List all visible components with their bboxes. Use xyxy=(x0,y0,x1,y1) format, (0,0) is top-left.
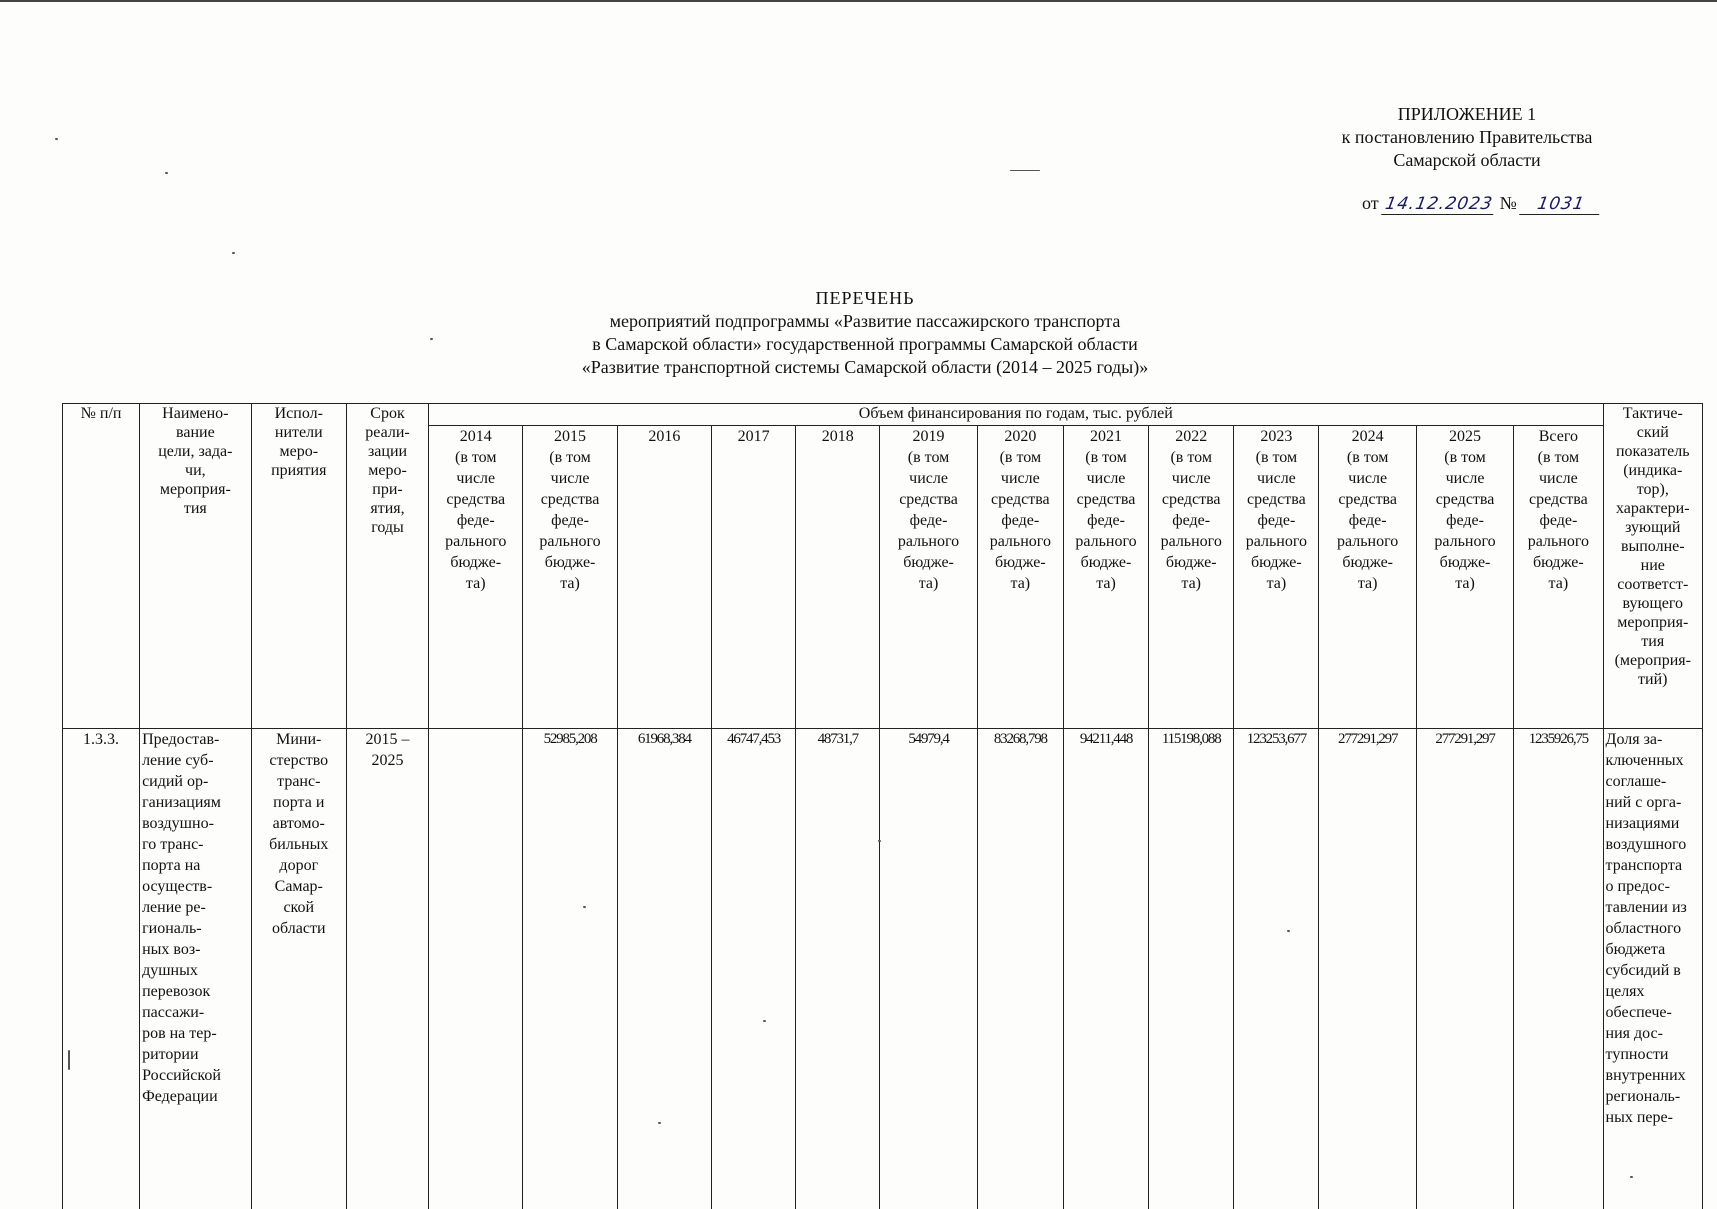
date-prefix: от xyxy=(1362,193,1379,213)
value-2025: 277291,297 xyxy=(1416,729,1513,1209)
year-label: 2017 xyxy=(738,428,770,445)
value-2017: 46747,453 xyxy=(712,729,796,1209)
header-name: Наимено- вание цели, зада- чи, мероприя- тия xyxy=(140,404,252,729)
scan-speck xyxy=(1010,170,1040,171)
number-sign: № xyxy=(1500,193,1517,213)
header-num: № п/п xyxy=(63,404,140,729)
header-year-2016 xyxy=(617,426,711,729)
scan-speck xyxy=(878,840,881,842)
year-label: 2025 xyxy=(1449,428,1481,445)
year-note: (в том числе средства феде- рального бюдже- та) xyxy=(1075,449,1136,592)
header-year-2022 xyxy=(1149,426,1234,729)
value-2016: 61968,384 xyxy=(617,729,711,1209)
year-note: (в том числе средства феде- рального бюдже- та) xyxy=(898,449,959,592)
header-year-2021 xyxy=(1063,426,1148,729)
header-year-2018 xyxy=(796,426,880,729)
appendix-line-2: к постановлению Правительства xyxy=(1302,126,1632,149)
year-label: 2022 xyxy=(1175,428,1207,445)
decree-reference xyxy=(1362,193,1601,215)
document-title xyxy=(450,287,1280,379)
appendix-stamp xyxy=(1302,103,1632,172)
year-label: 2015 xyxy=(554,428,586,445)
scan-speck xyxy=(68,1050,70,1070)
year-note: (в том числе средства феде- рального бюдже- та) xyxy=(539,449,600,592)
value-2020: 83268,798 xyxy=(977,729,1063,1209)
year-note: (в том числе средства феде- рального бюдже- та) xyxy=(1528,449,1589,592)
handwritten-number: 1031 xyxy=(1519,194,1603,215)
table-row xyxy=(63,729,1703,1209)
header-executors: Испол- нители меро- приятия xyxy=(251,404,346,729)
scan-speck xyxy=(1287,930,1290,932)
header-indicator: Тактиче- ский показатель (индика- тор), характери- зующий выполне- ние соответст- вующего мероприя- тия (мероприя- тий) xyxy=(1603,404,1702,729)
scan-speck xyxy=(763,1020,766,1022)
scan-top-border xyxy=(0,0,1717,2)
year-note: (в том числе средства феде- рального бюдже- та) xyxy=(1434,449,1495,592)
scan-speck xyxy=(232,252,235,254)
year-note: (в том числе средства феде- рального бюдже- та) xyxy=(1161,449,1222,592)
year-label: 2019 xyxy=(913,428,945,445)
year-label: 2014 xyxy=(460,428,492,445)
year-label: 2024 xyxy=(1352,428,1384,445)
year-label: 2016 xyxy=(648,428,680,445)
scan-speck xyxy=(55,138,58,140)
scan-speck xyxy=(165,172,168,174)
year-note: (в том числе средства феде- рального бюдже- та) xyxy=(1246,449,1307,592)
measures-table xyxy=(62,403,1703,1209)
title-line-1: ПЕРЕЧЕНЬ xyxy=(450,287,1280,310)
title-line-3: в Самарской области» государственной программы Самарской области xyxy=(450,333,1280,356)
year-note: (в том числе средства феде- рального бюдже- та) xyxy=(445,449,506,592)
year-label: 2023 xyxy=(1260,428,1292,445)
handwritten-date: 14.12.2023 xyxy=(1381,194,1497,215)
header-year-2023 xyxy=(1234,426,1319,729)
year-label: 2021 xyxy=(1090,428,1122,445)
value-total: 1235926,75 xyxy=(1514,729,1603,1209)
header-funding: Объем финансирования по годам, тыс. рублей xyxy=(429,404,1603,426)
year-note: (в том числе средства феде- рального бюдже- та) xyxy=(1337,449,1398,592)
header-year-2020 xyxy=(977,426,1063,729)
header-year-2019 xyxy=(880,426,977,729)
header-year-2015 xyxy=(523,426,617,729)
value-2015: 52985,208 xyxy=(523,729,617,1209)
header-year-2024 xyxy=(1319,426,1416,729)
row-executor: Мини- стерство транс- порта и автомо- бильных дорог Самар- ской области xyxy=(251,729,346,1209)
title-line-4: «Развитие транспортной системы Самарской области (2014 – 2025 годы)» xyxy=(450,356,1280,379)
year-note: (в том числе средства феде- рального бюдже- та) xyxy=(990,449,1051,592)
scan-speck xyxy=(1630,1176,1633,1178)
appendix-line-1: ПРИЛОЖЕНИЕ 1 xyxy=(1302,103,1632,126)
row-name: Предостав- ление суб- сидий ор- ганизациям воздушно- го транс- порта на осуществ- ление ре- гиональ- ных воз- душных перевозок пассажи- ров на тер- ритории Российской Федерации xyxy=(140,729,252,1209)
year-label: 2018 xyxy=(822,428,854,445)
value-2024: 277291,297 xyxy=(1319,729,1416,1209)
header-total xyxy=(1514,426,1603,729)
scan-speck xyxy=(658,1122,661,1124)
appendix-line-3: Самарской области xyxy=(1302,149,1632,172)
year-label: 2020 xyxy=(1004,428,1036,445)
header-year-2014 xyxy=(429,426,523,729)
scan-speck xyxy=(583,906,586,908)
header-year-2025 xyxy=(1416,426,1513,729)
header-term: Срок реали- зации меро- при- ятия, годы xyxy=(346,404,428,729)
year-label: Всего xyxy=(1539,428,1578,445)
value-2021: 94211,448 xyxy=(1063,729,1148,1209)
value-2019: 54979,4 xyxy=(880,729,977,1209)
value-2022: 115198,088 xyxy=(1149,729,1234,1209)
header-year-2017 xyxy=(712,426,796,729)
row-indicator: Доля за- ключенных соглаше- ний с орга- низациями воздушного транспорта о предос- тавлении из областного бюджета субсидий в целях обеспече- ния дос- тупности внутренних региональ- ных пере- xyxy=(1603,729,1702,1209)
row-term: 2015 – 2025 xyxy=(346,729,428,1209)
value-2014 xyxy=(429,729,523,1209)
row-num: 1.3.3. xyxy=(63,729,140,1209)
scan-speck xyxy=(430,338,433,340)
title-line-2: мероприятий подпрограммы «Развитие пассажирского транспорта xyxy=(450,310,1280,333)
value-2018: 48731,7 xyxy=(796,729,880,1209)
value-2023: 123253,677 xyxy=(1234,729,1319,1209)
